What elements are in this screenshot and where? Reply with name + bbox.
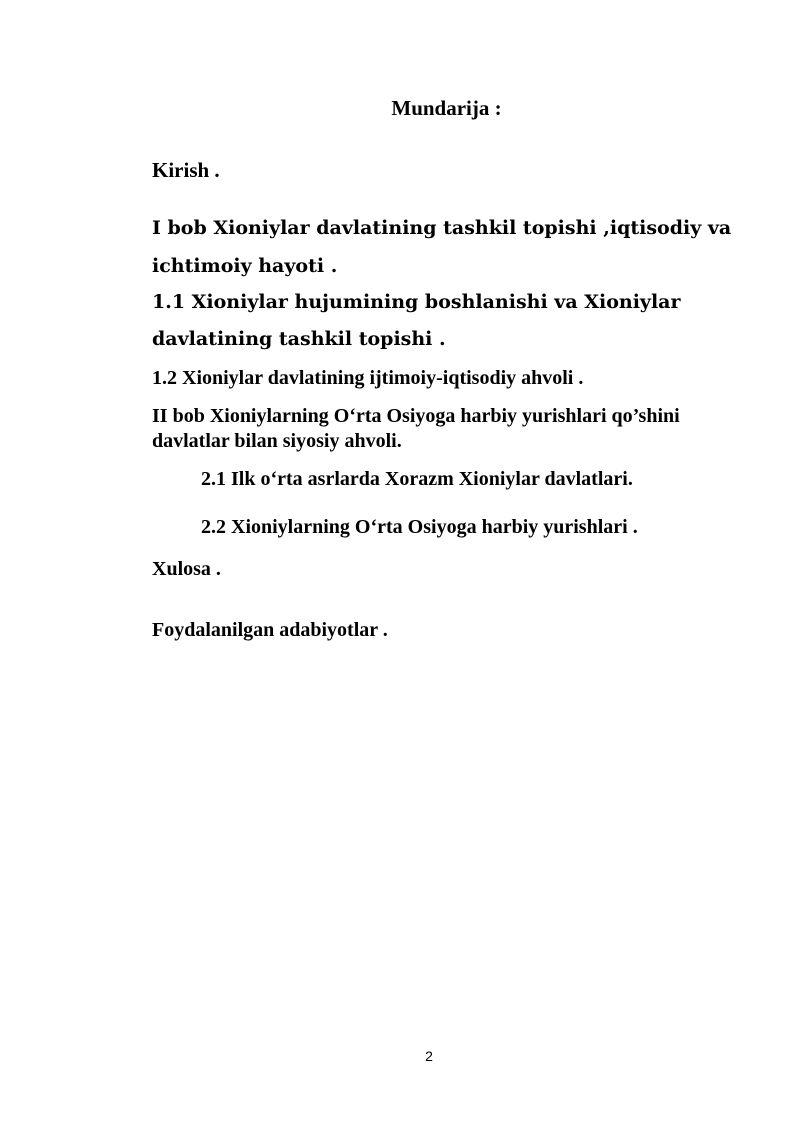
toc-entry-chapter-1-line-2: ichtimoiy hayoti . (152, 255, 338, 277)
toc-entry-references: Foydalanilgan adabiyotlar . (152, 619, 388, 641)
toc-entry-section-1-1-line-2: davlatining tashkil topishi . (152, 328, 446, 350)
toc-entry-introduction: Kirish . (152, 158, 220, 182)
page-number: 2 (425, 1048, 433, 1064)
toc-entry-section-2-2: 2.2 Xioniylarning O‘rta Osiyoga harbiy yurishlari . (201, 516, 638, 538)
toc-entry-chapter-1-line-1: I bob Xioniylar davlatining tashkil topishi ,iqtisodiy va (152, 217, 732, 239)
toc-entry-section-2-1: 2.1 Ilk o‘rta asrlarda Xorazm Xioniylar davlatlari. (201, 468, 633, 490)
toc-entry-section-1-2: 1.2 Xioniylar davlatining ijtimoiy-iqtisodiy ahvoli . (152, 367, 584, 389)
page-title: Mundarija : (391, 96, 502, 120)
toc-entry-chapter-2-line-1: II bob Xioniylarning O‘rta Osiyoga harbiy yurishlari qo’shini (152, 405, 680, 427)
toc-entry-section-1-1-line-1: 1.1 Xioniylar hujumining boshlanishi va Xioniylar (152, 291, 681, 313)
toc-entry-chapter-2-line-2: davlatlar bilan siyosiy ahvoli. (152, 430, 402, 452)
toc-entry-conclusion: Xulosa . (152, 558, 221, 580)
